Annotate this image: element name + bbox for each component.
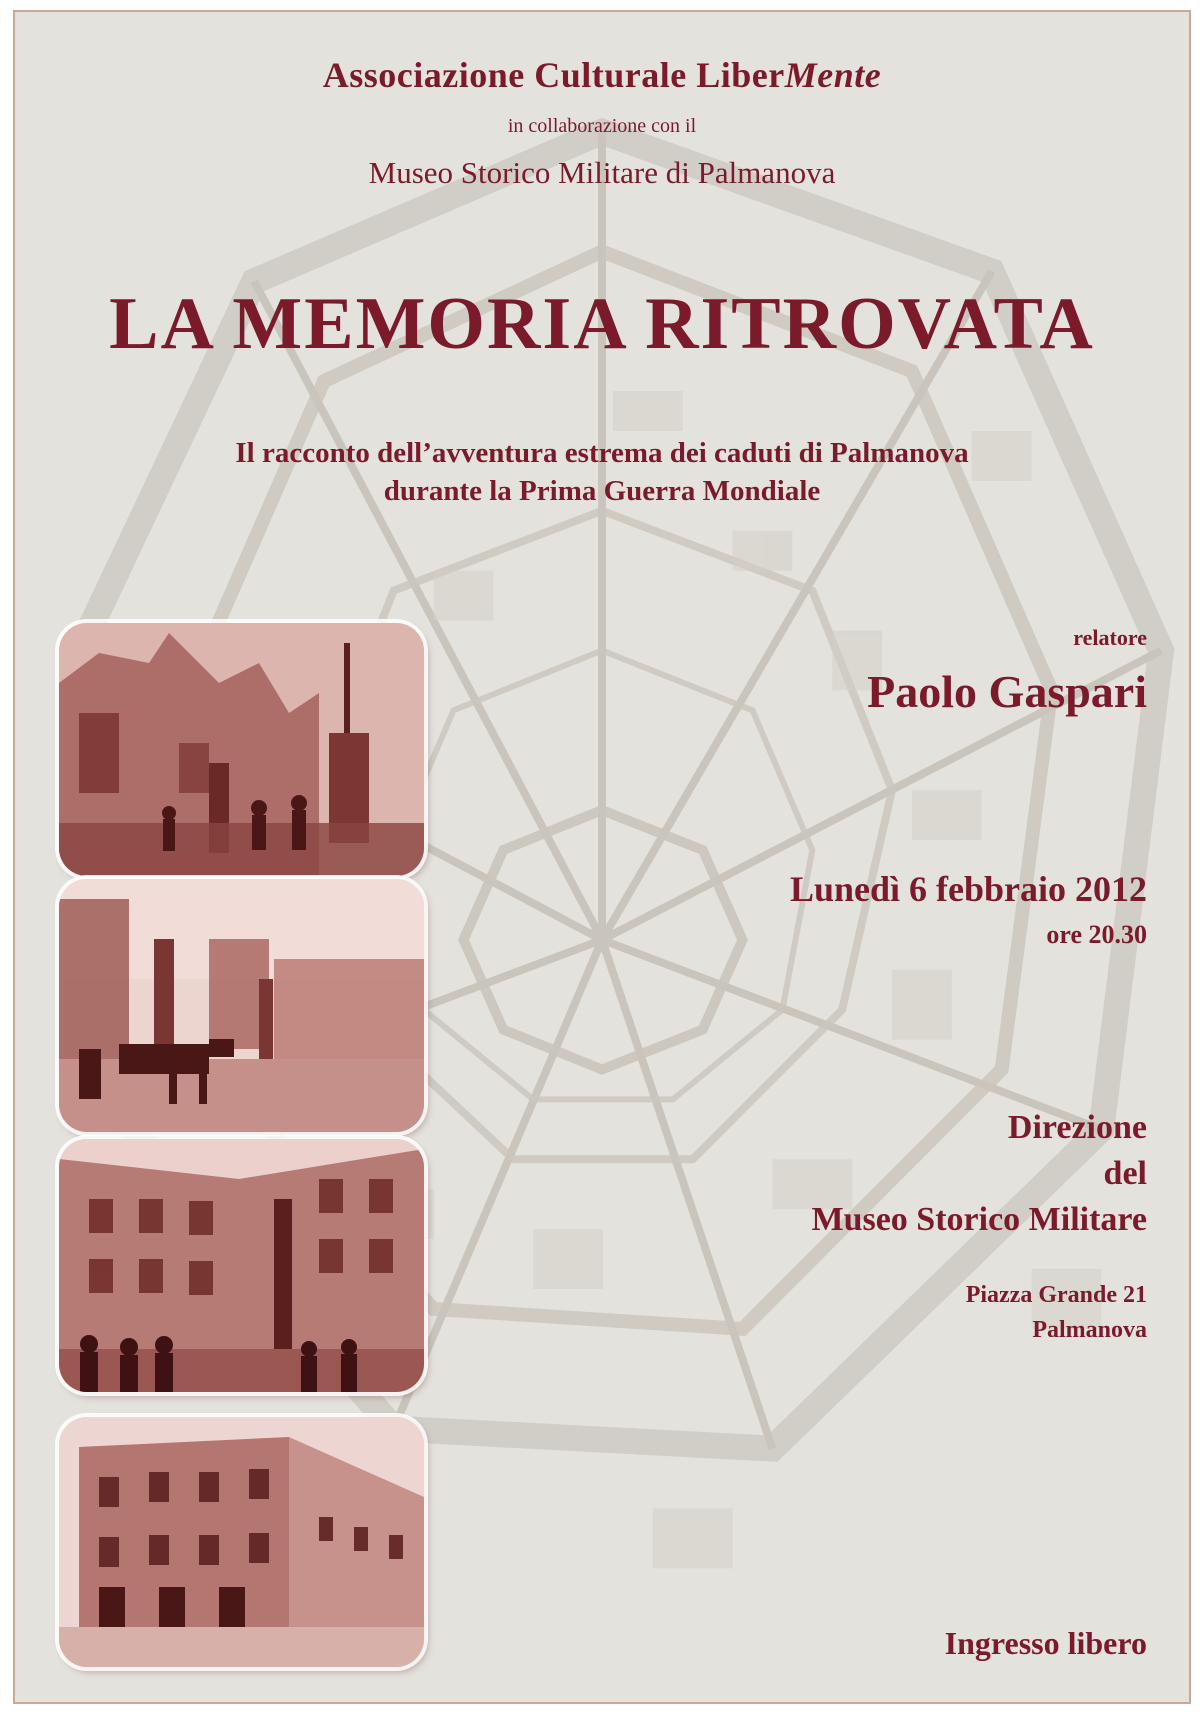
- venue-line-1: Direzione: [1007, 1109, 1147, 1146]
- historic-photo-square-horse: [59, 879, 424, 1132]
- event-title: LA MEMORIA RITROVATA: [109, 283, 1095, 365]
- collaboration-text: in collaborazione con il: [507, 115, 697, 137]
- event-time: ore 20.30: [1046, 920, 1147, 949]
- speaker-label: relatore: [1073, 625, 1147, 650]
- entry-info: Ingresso libero: [944, 1625, 1147, 1661]
- event-date: Lunedì 6 febbraio 2012: [789, 869, 1147, 909]
- subtitle-line-1: Il racconto dell’avventura estrema dei caduti di Palmanova: [235, 437, 969, 469]
- venue-address-street: Piazza Grande 21: [965, 1282, 1147, 1308]
- association-name: [15, 54, 1189, 96]
- poster: [13, 10, 1191, 1704]
- venue-line-3: Museo Storico Militare: [811, 1201, 1147, 1238]
- subtitle-line-2: durante la Prima Guerra Mondiale: [383, 475, 821, 507]
- venue-line-2: del: [1103, 1155, 1147, 1192]
- venue-address-city: Palmanova: [1032, 1317, 1147, 1343]
- museum-name: Museo Storico Militare di Palmanova: [368, 155, 836, 190]
- association-name-main: Associazione Culturale Liber: [322, 55, 785, 95]
- historic-photo-ruins-statue: [59, 623, 424, 876]
- historic-photo-building-crowd: [59, 1139, 424, 1392]
- speaker-name: Paolo Gaspari: [867, 666, 1147, 717]
- association-name-italic: Mente: [784, 55, 882, 95]
- historic-photo-damaged-building: [59, 1417, 424, 1667]
